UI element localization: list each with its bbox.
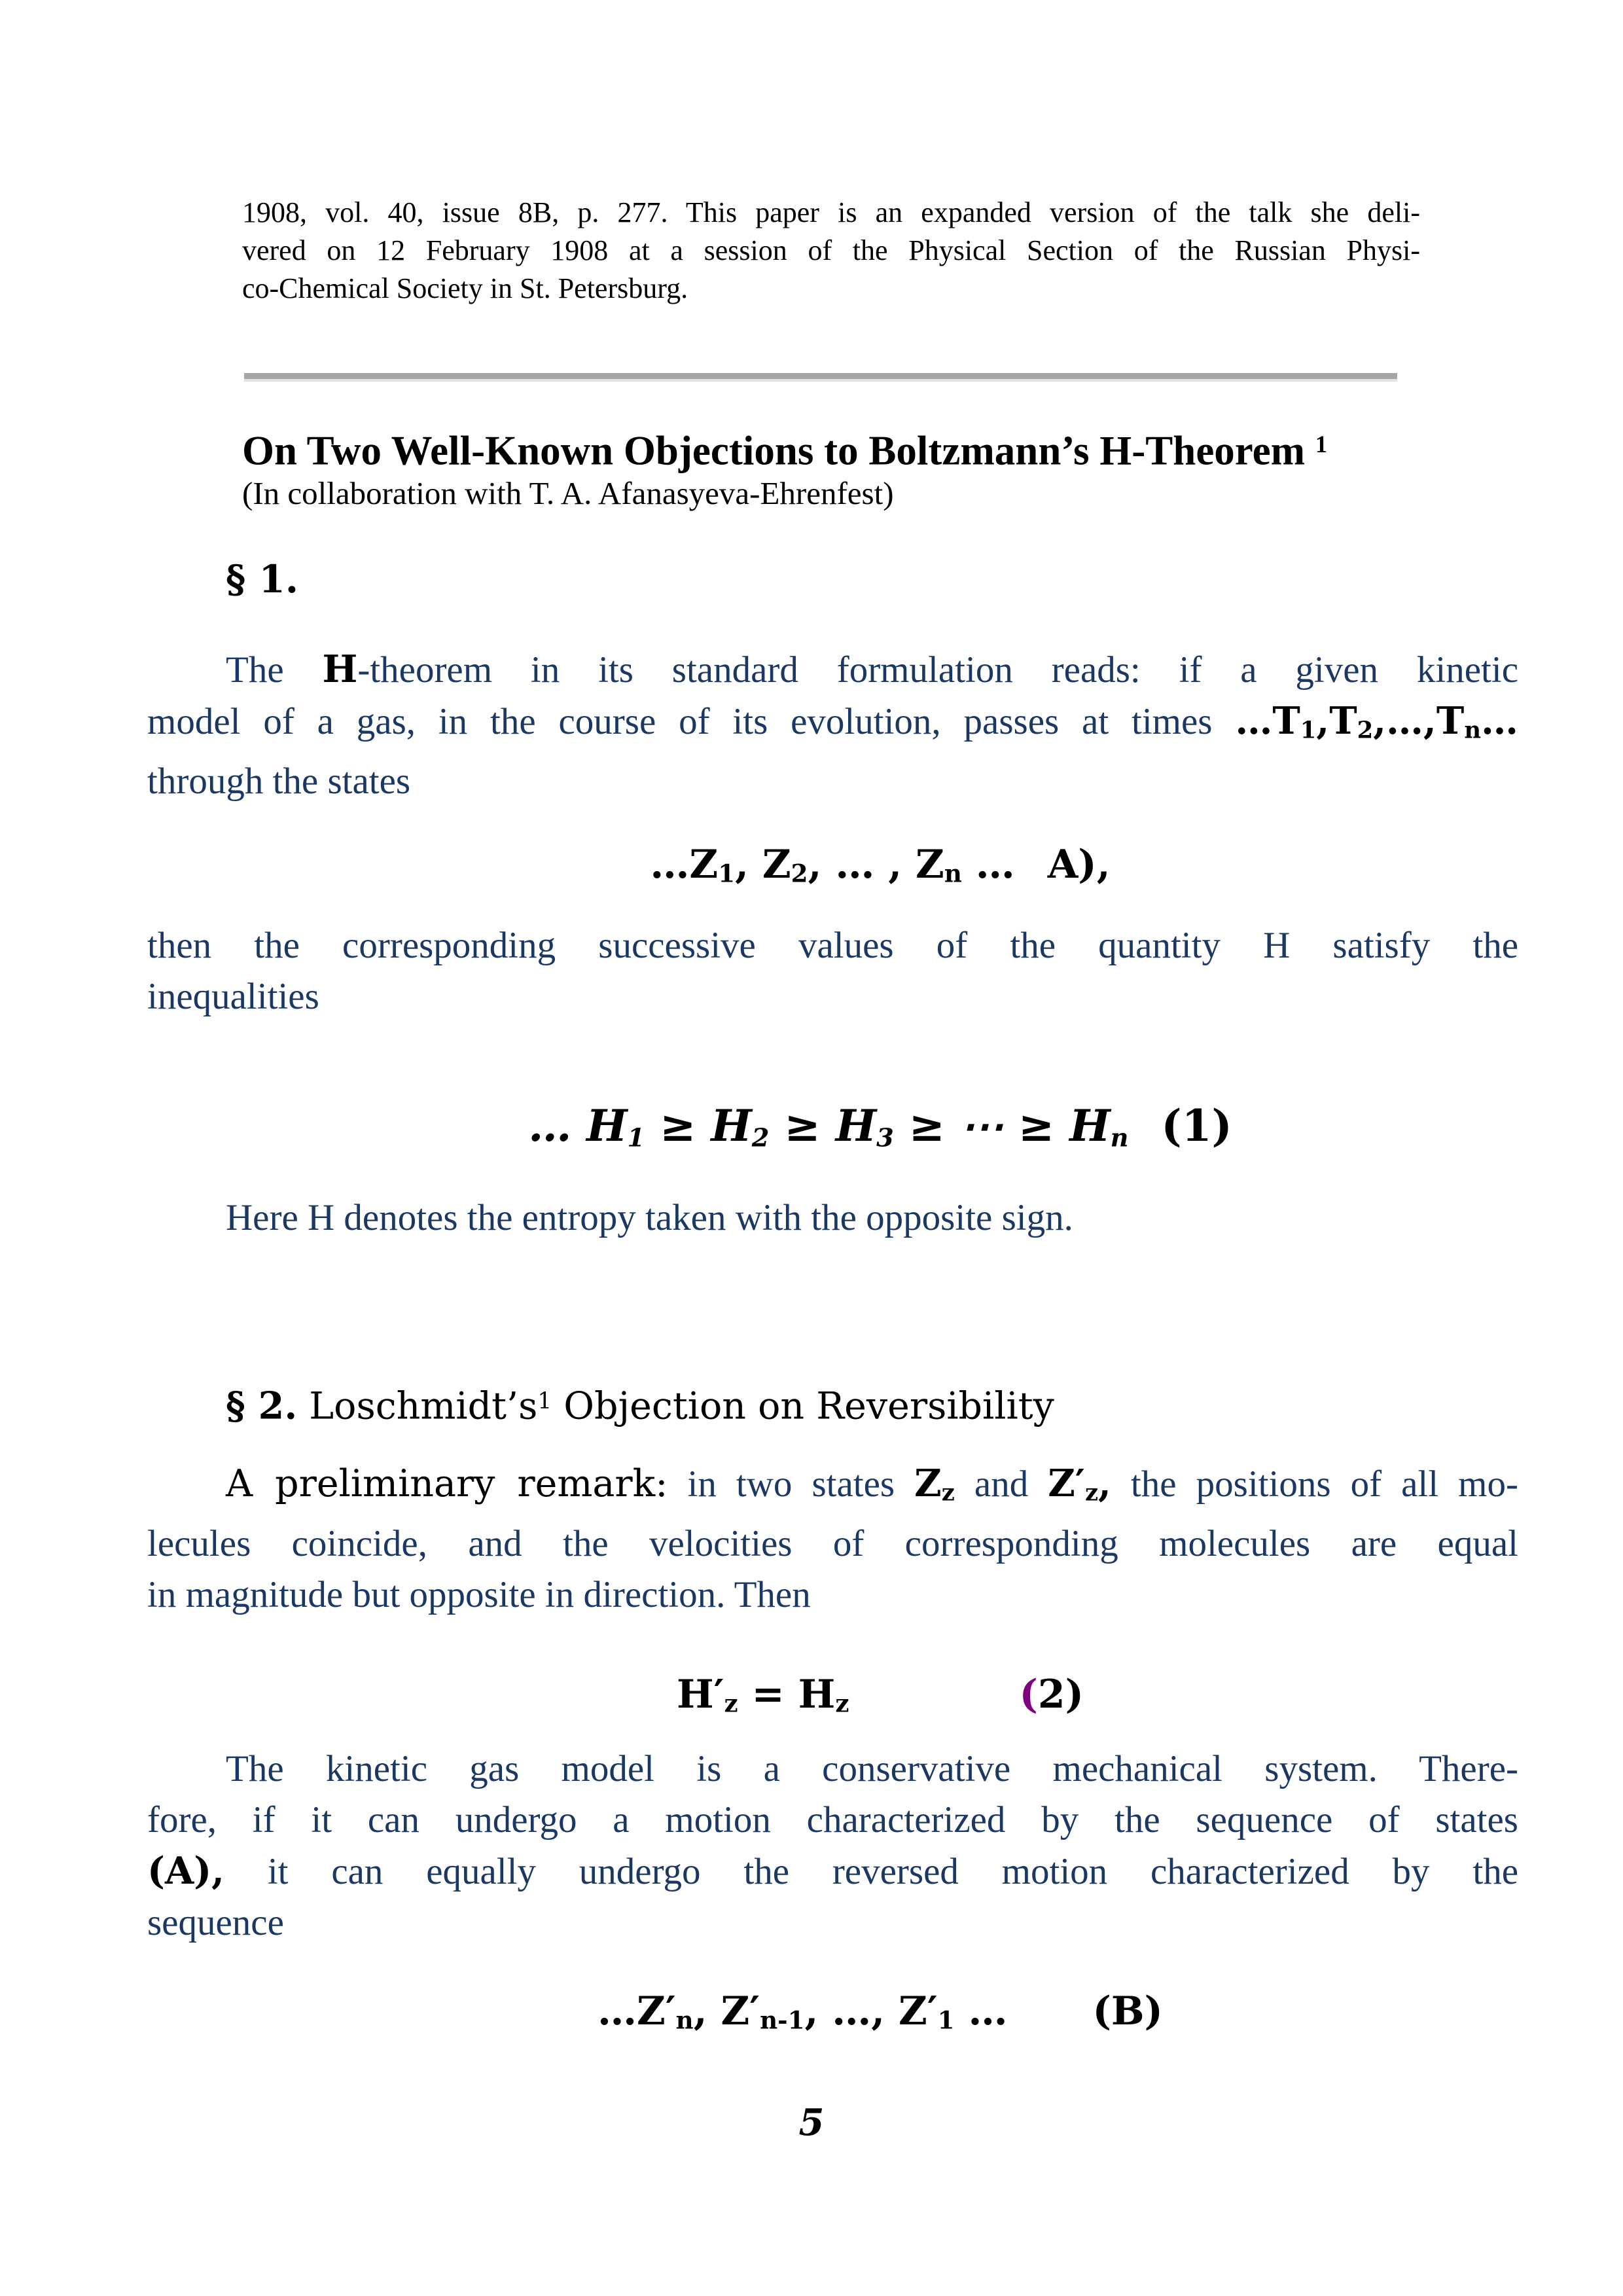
text-line: vered on 12 February 1908 at a session of the Physical Section of the Russian Physi- <box>242 234 1420 266</box>
equation-sequence-b <box>242 1986 1518 2046</box>
text-line: in magnitude but opposite in direction. Then <box>147 1574 811 1616</box>
paragraph-entropy-note <box>147 1193 1518 1244</box>
equation-1 <box>242 1098 1518 1166</box>
text-line: model of a gas, in the course of its evolution, passes at times …T1,T2,…,Tn… <box>147 699 1518 744</box>
equation-2 <box>242 1669 1518 1729</box>
text-line: …Z′n, Z′n-1, …, Z′1 … (B) <box>597 1988 1163 2035</box>
section-2-heading <box>226 1378 1508 1429</box>
text-line: inequalities <box>147 976 319 1017</box>
text-line: through the states <box>147 761 411 802</box>
text-line: On Two Well-Known Objections to Boltzmann’s H-Theorem $^1$ <box>242 427 1328 474</box>
text-line: co-Chemical Society in St. Petersburg. <box>242 272 688 304</box>
text-line: … H1 ≥ H2 ≥ H3 ≥ ⋯ ≥ Hn (1) <box>528 1100 1232 1153</box>
divider-rule <box>244 373 1397 382</box>
section-1-heading <box>226 556 298 603</box>
text-line: A preliminary remark: in two states Zz and Z′z, the positions of all mo- <box>226 1462 1518 1507</box>
paragraph-kinetic-model <box>147 1744 1518 1948</box>
text-line: 1908, vol. 40, issue 8B, p. 277. This paper is an expanded version of the talk she deli- <box>242 196 1420 228</box>
paragraph-preliminary-remark <box>147 1458 1518 1621</box>
text-line: (A), it can equally undergo the reversed motion characterized by the <box>147 1849 1518 1893</box>
equation-sequence-a <box>242 839 1518 899</box>
paragraph-h-theorem <box>147 644 1518 807</box>
text-line: The H-theorem in its standard formulation reads: if a given kinetic <box>226 647 1518 691</box>
text-line: § 2. $Loschmidt’s^1$ Objection on Reversibility <box>226 1384 1054 1428</box>
text-line: The kinetic gas model is a conservative mechanical system. There- <box>226 1748 1518 1789</box>
article-subtitle <box>242 474 1558 513</box>
article-title <box>242 419 1558 476</box>
text-line: lecules coincide, and the velocities of corresponding molecules are equal <box>147 1523 1518 1565</box>
paragraph-inequalities <box>147 920 1518 1022</box>
text-line: …Z1, Z2, … , Zn … A), <box>650 842 1111 888</box>
text-line: (In collaboration with T. A. Afanasyeva-Ehrenfest) <box>242 475 894 511</box>
text-line: fore, if it can undergo a motion characterized by the sequence of states <box>147 1799 1518 1840</box>
text-line: then the corresponding successive values of the quantity H satisfy the <box>147 925 1518 966</box>
text-line: H′z = Hz (2) <box>676 1672 1084 1718</box>
text-line: § 1. <box>226 557 299 601</box>
text-line: Here H denotes the entropy taken with the opposite sign. <box>226 1197 1073 1238</box>
page-number: 5 <box>798 2101 825 2144</box>
text-line: sequence <box>147 1902 284 1943</box>
footnote-block <box>242 194 1420 308</box>
